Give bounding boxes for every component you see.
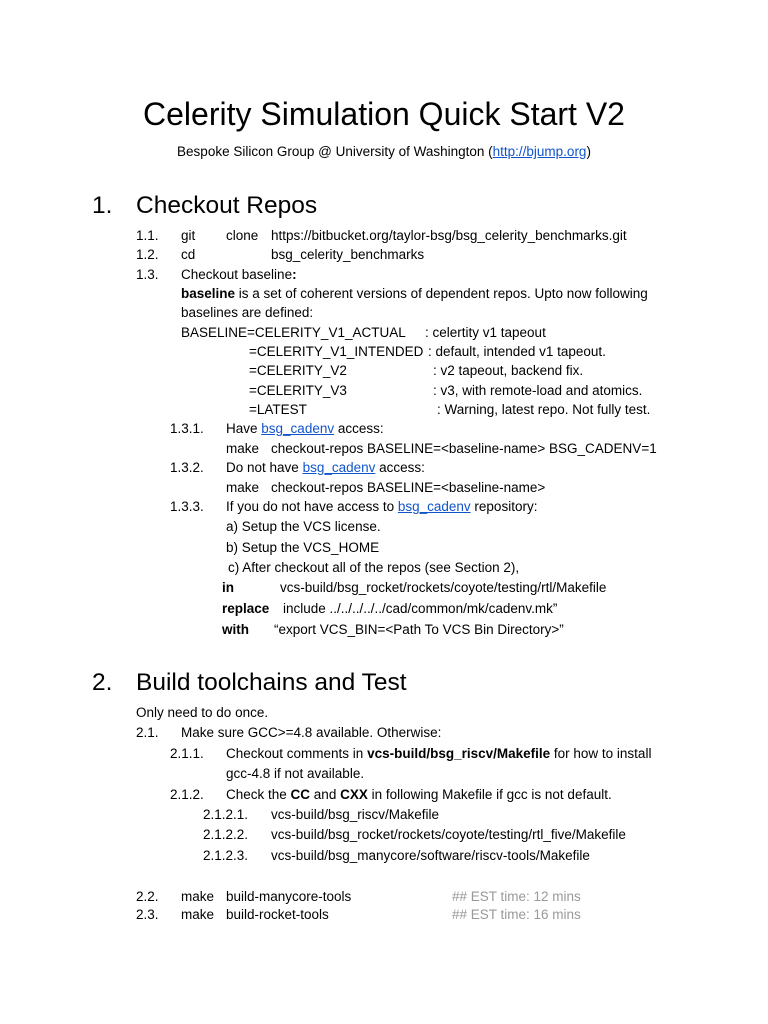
subtitle-prefix: Bespoke Silicon Group @ University of Washington (	[177, 144, 493, 159]
item-1-3-3-text: If you do not have access to bsg_cadenv repository:	[226, 499, 538, 514]
bsg-cadenv-link[interactable]: bsg_cadenv	[261, 421, 335, 436]
item-1-1-command: git	[181, 228, 196, 243]
baseline-v1-intended-desc: : default, intended v1 tapeout.	[428, 344, 606, 359]
baseline-latest-desc: : Warning, latest repo. Not fully test.	[437, 402, 651, 417]
item-1-3-1-number: 1.3.1.	[170, 421, 204, 436]
bjump-link[interactable]: http://bjump.org	[492, 144, 587, 159]
page-subtitle	[0, 144, 768, 160]
item-1-3-1-text: Have bsg_cadenv access:	[226, 421, 384, 436]
step-b: b) Setup the VCS_HOME	[226, 540, 380, 555]
item-1-3-2-number: 1.3.2.	[170, 460, 204, 475]
item-2-1-2-3-number: 2.1.2.3.	[203, 848, 249, 863]
bsg-cadenv-link[interactable]: bsg_cadenv	[397, 499, 471, 514]
item-2-1-2-2-path: vcs-build/bsg_rocket/rockets/coyote/testing/rtl_five/Makefile	[271, 827, 626, 842]
item-2-1-1-number: 2.1.1.	[170, 746, 204, 761]
baseline-v3-name: =CELERITY_V3	[249, 383, 347, 398]
baseline-description-line-2: baselines are defined:	[181, 305, 314, 320]
baseline-latest-name: =LATEST	[249, 402, 307, 417]
item-2-2-command: make	[181, 889, 215, 904]
baseline-v3-desc: : v3, with remote-load and atomics.	[433, 383, 643, 398]
item-2-3-est-time: ## EST time: 16 mins	[452, 907, 581, 922]
item-2-2-number: 2.2.	[136, 889, 159, 904]
item-2-1-2-1-path: vcs-build/bsg_riscv/Makefile	[271, 807, 440, 822]
step-c: c) After checkout all of the repos (see Section 2),	[228, 560, 520, 575]
section-2-intro: Only need to do once.	[136, 705, 269, 720]
item-1-1-argument: https://bitbucket.org/taylor-bsg/bsg_celerity_benchmarks.git	[271, 228, 627, 243]
section-1-number: 1.	[92, 192, 113, 219]
item-1-3-text: Checkout baseline:	[181, 267, 297, 282]
item-1-1-subcommand: clone	[226, 228, 259, 243]
section-2-heading: Build toolchains and Test	[136, 669, 407, 696]
item-1-3-2-args: checkout-repos BASELINE=<baseline-name>	[271, 480, 546, 495]
item-1-3-1-command: make	[226, 441, 260, 456]
item-1-1-number: 1.1.	[136, 228, 159, 243]
with-value: “export VCS_BIN=<Path To VCS Bin Directory>”	[274, 622, 564, 637]
item-1-2-argument: bsg_celerity_benchmarks	[271, 247, 425, 262]
item-1-3-1-args: checkout-repos BASELINE=<baseline-name> BSG_CADENV=1	[271, 441, 657, 456]
item-2-2-target: build-manycore-tools	[226, 889, 352, 904]
item-2-3-number: 2.3.	[136, 907, 159, 922]
item-2-1-text: Make sure GCC>=4.8 available. Otherwise:	[181, 725, 442, 740]
item-2-3-command: make	[181, 907, 215, 922]
item-2-1-2-number: 2.1.2.	[170, 787, 204, 802]
item-2-1-1-text: Checkout comments in vcs-build/bsg_riscv/Makefile for how to install	[226, 746, 652, 761]
baseline-v2-desc: : v2 tapeout, backend fix.	[433, 363, 584, 378]
subtitle-suffix: )	[586, 144, 591, 159]
replace-keyword: replace	[222, 601, 270, 616]
item-2-1-number: 2.1.	[136, 725, 159, 740]
item-2-1-2-1-number: 2.1.2.1.	[203, 807, 249, 822]
section-1-heading: Checkout Repos	[136, 192, 318, 219]
item-2-2-est-time: ## EST time: 12 mins	[452, 889, 581, 904]
item-1-3-2-command: make	[226, 480, 260, 495]
item-2-1-2-3-path: vcs-build/bsg_manycore/software/riscv-tools/Makefile	[271, 848, 590, 863]
step-a: a) Setup the VCS license.	[226, 519, 381, 534]
item-1-2-number: 1.2.	[136, 247, 159, 262]
replace-value: include ../../../../../cad/common/mk/cadenv.mk”	[283, 601, 558, 616]
item-1-3-2-text: Do not have bsg_cadenv access:	[226, 460, 425, 475]
item-2-3-target: build-rocket-tools	[226, 907, 329, 922]
bsg-cadenv-link[interactable]: bsg_cadenv	[302, 460, 376, 475]
with-keyword: with	[222, 622, 249, 637]
item-2-1-1-text-line-2: gcc-4.8 if not available.	[226, 766, 365, 781]
baseline-v1-intended-name: =CELERITY_V1_INTENDED	[249, 344, 424, 359]
baseline-v1-actual-desc: : celertity v1 tapeout	[425, 325, 546, 340]
section-2-number: 2.	[92, 669, 113, 696]
item-2-1-2-text: Check the CC and CXX in following Makefile if gcc is not default.	[226, 787, 612, 802]
baseline-description: baseline is a set of coherent versions of dependent repos. Upto now following	[181, 286, 648, 301]
in-value: vcs-build/bsg_rocket/rockets/coyote/testing/rtl/Makefile	[280, 580, 607, 595]
in-keyword: in	[222, 580, 234, 595]
baseline-v2-name: =CELERITY_V2	[249, 363, 347, 378]
item-1-3-3-number: 1.3.3.	[170, 499, 204, 514]
item-1-3-number: 1.3.	[136, 267, 159, 282]
baseline-v1-actual-name: BASELINE=CELERITY_V1_ACTUAL	[181, 325, 406, 340]
item-1-2-command: cd	[181, 247, 196, 262]
item-2-1-2-2-number: 2.1.2.2.	[203, 827, 249, 842]
page-title: Celerity Simulation Quick Start V2	[143, 96, 625, 132]
